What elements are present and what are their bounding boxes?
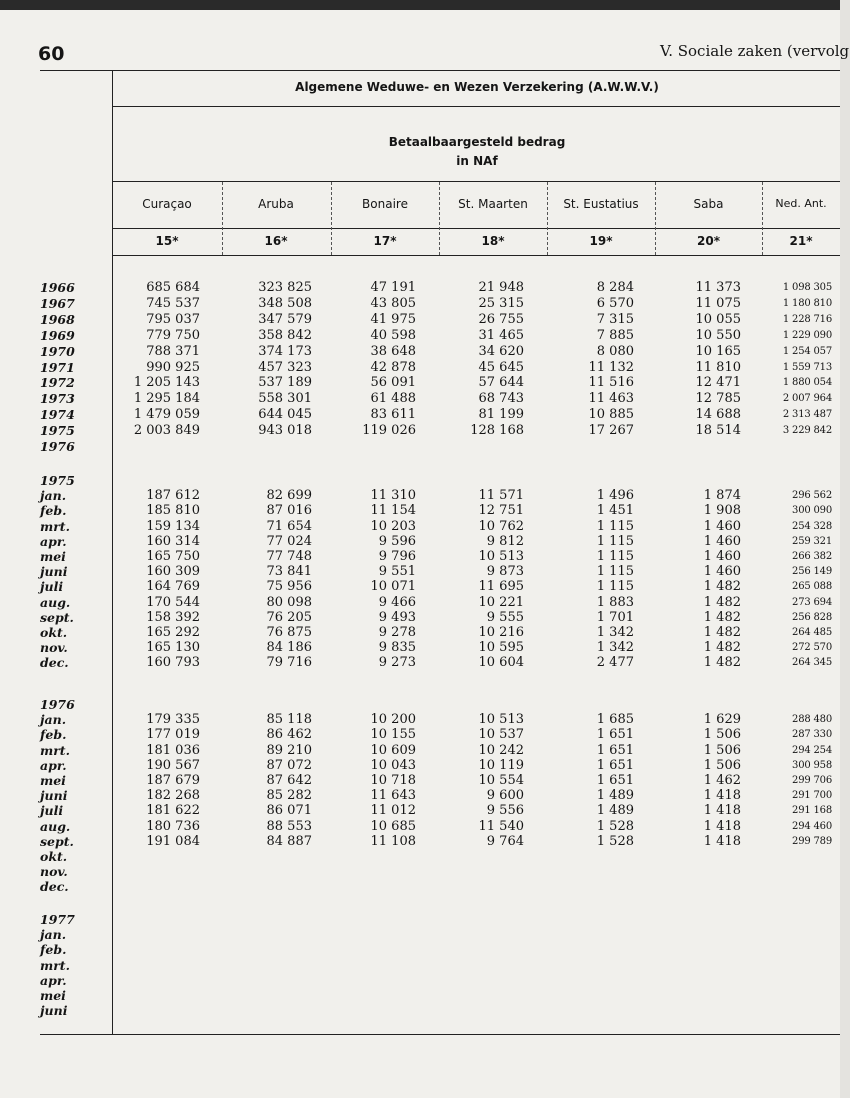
- table-cell: 10 762: [478, 518, 524, 534]
- table-cell: 9 555: [486, 609, 524, 625]
- table-cell: 45 645: [478, 359, 524, 375]
- column-number: 21*: [789, 234, 813, 248]
- table-cell: 1 115: [596, 564, 634, 580]
- table-cell: 1 462: [703, 773, 741, 788]
- row-label: mei: [40, 988, 66, 1003]
- row-label: juli: [40, 579, 64, 595]
- table-cell: 1 506: [703, 727, 741, 743]
- table-cell: 2 007 964: [782, 393, 832, 405]
- table-cell: 1 418: [703, 833, 741, 849]
- table-cell: 1 651: [596, 727, 634, 743]
- table-cell: 185 810: [146, 503, 200, 519]
- table-cell: 119 026: [362, 423, 416, 439]
- table-cell: 56 091: [370, 375, 416, 391]
- table-cell: 1 482: [703, 609, 741, 625]
- table-cell: 10 885: [588, 407, 634, 423]
- table-cell: 187 612: [146, 488, 200, 504]
- table-cell: 73 841: [266, 564, 312, 580]
- table-cell: 1 115: [596, 579, 634, 595]
- table-cell: 287 330: [792, 729, 832, 741]
- table-cell: 10 609: [370, 742, 416, 758]
- table-cell: 348 508: [258, 295, 312, 311]
- table-cell: 2 003 849: [133, 423, 200, 439]
- column-header-aruba: Aruba: [258, 197, 294, 211]
- table-cell: 10 537: [478, 727, 524, 743]
- table-cell: 1 701: [596, 609, 634, 625]
- table-cell: 1 180 810: [782, 297, 832, 309]
- table-subtitle: [112, 133, 842, 171]
- row-label: jan.: [40, 488, 67, 504]
- table-cell: 1 115: [596, 549, 634, 564]
- table-cell: 943 018: [258, 423, 312, 439]
- column-header-saba: Saba: [693, 197, 724, 211]
- table-cell: 9 764: [486, 833, 524, 849]
- table-cell: 256 149: [792, 566, 832, 578]
- table-cell: 11 516: [588, 375, 634, 391]
- table-cell: 644 045: [258, 407, 312, 423]
- table-cell: 34 620: [478, 343, 524, 359]
- table-cell: 990 925: [146, 359, 200, 375]
- row-label: aug.: [40, 594, 71, 610]
- table-cell: 9 466: [378, 594, 416, 610]
- row-label: nov.: [40, 864, 68, 880]
- table-cell: 75 956: [266, 579, 312, 595]
- table-cell: 1 115: [596, 533, 634, 549]
- table-cell: 190 567: [146, 757, 200, 773]
- table-cell: 9 873: [486, 564, 524, 580]
- table-cell: 259 321: [792, 535, 832, 547]
- table-cell: 57 644: [478, 375, 524, 391]
- table-cell: 1 880 054: [782, 377, 832, 389]
- table-cell: 11 108: [370, 833, 416, 849]
- table-cell: 9 278: [378, 625, 416, 640]
- table-cell: 1 496: [596, 488, 634, 504]
- table-cell: 347 579: [258, 311, 312, 327]
- table-cell: 9 812: [486, 533, 524, 549]
- row-label: nov.: [40, 640, 68, 656]
- row-label: mrt.: [40, 518, 70, 534]
- table-cell: 3 229 842: [782, 425, 832, 437]
- table-cell: 745 537: [146, 295, 200, 311]
- table-cell: 41 975: [370, 311, 416, 327]
- table-cell: 300 090: [792, 505, 832, 517]
- table-cell: 11 643: [370, 788, 416, 804]
- row-label: juni: [40, 788, 68, 804]
- table-cell: 177 019: [146, 727, 200, 743]
- table-cell: 10 718: [370, 773, 416, 788]
- table-cell: 83 611: [370, 407, 416, 423]
- table-cell: 6 570: [596, 295, 634, 311]
- table-cell: 1 874: [703, 488, 741, 504]
- row-label: 1973: [40, 391, 75, 407]
- table-cell: 182 268: [146, 788, 200, 804]
- table-cell: 1 254 057: [782, 345, 832, 357]
- table-cell: 9 493: [378, 609, 416, 625]
- table-cell: 779 750: [146, 327, 200, 343]
- table-cell: 1 460: [703, 533, 741, 549]
- table-cell: 457 323: [258, 359, 312, 375]
- row-label: mrt.: [40, 742, 70, 758]
- table-cell: 40 598: [370, 327, 416, 343]
- table-cell: 187 679: [146, 773, 200, 788]
- table-cell: 12 751: [478, 503, 524, 519]
- table-cell: 1 482: [703, 625, 741, 640]
- table-cell: 10 203: [370, 518, 416, 534]
- table-cell: 1 489: [596, 788, 634, 804]
- table-cell: 1 451: [596, 503, 634, 519]
- table-cell: 77 748: [266, 549, 312, 564]
- table-cell: 85 282: [266, 788, 312, 804]
- table-cell: 12 471: [695, 375, 741, 391]
- table-cell: 358 842: [258, 327, 312, 343]
- table-cell: 1 482: [703, 594, 741, 610]
- table-cell: 1 651: [596, 757, 634, 773]
- table-cell: 11 012: [370, 803, 416, 819]
- row-label: 1976: [40, 439, 75, 454]
- row-label: dec.: [40, 879, 69, 895]
- table-cell: 1 651: [596, 773, 634, 788]
- table-cell: 160 309: [146, 564, 200, 580]
- table-cell: 7 885: [596, 327, 634, 343]
- table-cell: 86 071: [266, 803, 312, 819]
- table-cell: 10 554: [478, 773, 524, 788]
- row-label: feb.: [40, 942, 67, 958]
- column-number-rule: [113, 255, 840, 256]
- table-cell: 299 789: [792, 835, 832, 847]
- title-rule: [113, 106, 840, 107]
- column-number: 18*: [481, 234, 505, 248]
- table-cell: 1 685: [596, 712, 634, 728]
- row-label: feb.: [40, 727, 67, 743]
- table-cell: 254 328: [792, 520, 832, 532]
- table-cell: 87 016: [266, 503, 312, 519]
- table-cell: 1 460: [703, 564, 741, 580]
- table-cell: 10 155: [370, 727, 416, 743]
- table-cell: 76 205: [266, 609, 312, 625]
- table-cell: 17 267: [588, 423, 634, 439]
- table-cell: 79 716: [266, 655, 312, 671]
- table-cell: 9 596: [378, 533, 416, 549]
- table-bottom-rule: [40, 1034, 840, 1035]
- row-label: mei: [40, 549, 66, 564]
- table-cell: 1 295 184: [133, 391, 200, 407]
- table-cell: 85 118: [266, 712, 312, 728]
- table-cell: 1 342: [596, 625, 634, 640]
- row-label: 1970: [40, 343, 75, 359]
- table-cell: 47 191: [370, 280, 416, 295]
- row-label: sept.: [40, 609, 74, 625]
- table-cell: 61 488: [370, 391, 416, 407]
- table-cell: 272 570: [792, 642, 832, 654]
- column-number: 16*: [264, 234, 288, 248]
- table-cell: 1 883: [596, 594, 634, 610]
- table-cell: 21 948: [478, 280, 524, 295]
- table-cell: 265 088: [792, 581, 832, 593]
- table-cell: 291 168: [792, 805, 832, 817]
- table-cell: 10 595: [478, 640, 524, 656]
- table-cell: 8 080: [596, 343, 634, 359]
- table-cell: 2 477: [596, 655, 634, 671]
- table-cell: 1 528: [596, 833, 634, 849]
- subtitle-line: Betaalbaargesteld bedrag: [388, 135, 566, 149]
- table-cell: 273 694: [792, 596, 832, 608]
- table-cell: 294 460: [792, 820, 832, 832]
- table-top-rule: [40, 70, 840, 71]
- column-header-st-maarten: St. Maarten: [458, 197, 528, 211]
- row-label: 1976: [40, 697, 75, 712]
- row-label: aug.: [40, 818, 71, 834]
- column-header-bonaire: Bonaire: [362, 197, 408, 211]
- column-header-curacao: Curaçao: [142, 197, 192, 211]
- table-cell: 558 301: [258, 391, 312, 407]
- row-label: apr.: [40, 757, 67, 773]
- column-number: 20*: [697, 234, 720, 248]
- row-label: mrt.: [40, 957, 70, 973]
- table-cell: 1 418: [703, 818, 741, 834]
- table-cell: 10 216: [478, 625, 524, 640]
- table-cell: 1 228 716: [782, 313, 832, 325]
- table-cell: 537 189: [258, 375, 312, 391]
- table-cell: 1 098 305: [782, 282, 832, 293]
- table-cell: 1 908: [703, 503, 741, 519]
- table-cell: 1 482: [703, 640, 741, 656]
- table-cell: 291 700: [792, 790, 832, 802]
- table-cell: 77 024: [266, 533, 312, 549]
- table-cell: 10 043: [370, 757, 416, 773]
- table-cell: 68 743: [478, 391, 524, 407]
- table-cell: 9 796: [378, 549, 416, 564]
- table-cell: 264 485: [792, 627, 832, 638]
- table-cell: 11 463: [588, 391, 634, 407]
- table-cell: 165 130: [146, 640, 200, 656]
- table-cell: 10 221: [478, 594, 524, 610]
- table-cell: 1 651: [596, 742, 634, 758]
- row-label: okt.: [40, 849, 68, 864]
- table-cell: 264 345: [792, 657, 832, 669]
- table-cell: 300 958: [792, 759, 832, 771]
- table-cell: 11 154: [370, 503, 416, 519]
- table-cell: 81 199: [478, 407, 524, 423]
- row-label: feb.: [40, 503, 67, 519]
- table-cell: 1 115: [596, 518, 634, 534]
- row-label: dec.: [40, 655, 69, 671]
- table-cell: 8 284: [596, 280, 634, 295]
- column-number: 15*: [155, 234, 179, 248]
- table-cell: 10 550: [695, 327, 741, 343]
- table-cell: 80 098: [266, 594, 312, 610]
- row-label: juni: [40, 564, 68, 580]
- row-label: 1971: [40, 359, 75, 375]
- table-cell: 9 835: [378, 640, 416, 656]
- table-cell: 11 695: [478, 579, 524, 595]
- table-cell: 256 828: [792, 611, 832, 623]
- row-label: 1975: [40, 423, 75, 439]
- table-cell: 11 373: [695, 280, 741, 295]
- row-label: 1977: [40, 912, 75, 927]
- table-cell: 1 229 090: [782, 329, 832, 341]
- table-cell: 1 460: [703, 518, 741, 534]
- subtitle-line: in NAf: [456, 154, 498, 168]
- table-cell: 160 793: [146, 655, 200, 671]
- table-cell: 12 785: [695, 391, 741, 407]
- table-cell: 18 514: [695, 423, 741, 439]
- row-label: 1967: [40, 295, 75, 311]
- column-header-st-eustatius: St. Eustatius: [563, 197, 639, 211]
- table-cell: 11 810: [695, 359, 741, 375]
- row-label: sept.: [40, 833, 74, 849]
- table-cell: 11 540: [478, 818, 524, 834]
- table-cell: 788 371: [146, 343, 200, 359]
- table-cell: 9 556: [486, 803, 524, 819]
- table-cell: 1 559 713: [782, 361, 832, 373]
- table-cell: 84 186: [266, 640, 312, 656]
- row-label: 1968: [40, 311, 75, 327]
- table-cell: 10 513: [478, 712, 524, 728]
- table-cell: 1 489: [596, 803, 634, 819]
- table-cell: 266 382: [792, 551, 832, 562]
- table-cell: 374 173: [258, 343, 312, 359]
- row-label: juni: [40, 1003, 68, 1019]
- table-cell: 294 254: [792, 744, 832, 756]
- table-cell: 11 132: [588, 359, 634, 375]
- table-cell: 164 769: [146, 579, 200, 595]
- row-label: 1975: [40, 473, 75, 488]
- table-cell: 84 887: [266, 833, 312, 849]
- table-cell: 795 037: [146, 311, 200, 327]
- table-cell: 128 168: [470, 423, 524, 439]
- row-label: 1974: [40, 407, 75, 423]
- table-cell: 31 465: [478, 327, 524, 343]
- table-cell: 288 480: [792, 714, 832, 726]
- table-cell: 10 071: [370, 579, 416, 595]
- row-label: apr.: [40, 972, 67, 988]
- table-cell: 10 055: [695, 311, 741, 327]
- column-header-ned-ant: Ned. Ant.: [775, 197, 827, 210]
- scan-top-border: [0, 0, 850, 10]
- table-cell: 1 506: [703, 757, 741, 773]
- table-cell: 1 418: [703, 803, 741, 819]
- table-title: Algemene Weduwe- en Wezen Verzekering (A.W.W.V.): [295, 80, 659, 94]
- table-cell: 9 273: [378, 655, 416, 671]
- table-cell: 296 562: [792, 490, 832, 502]
- table-cell: 87 072: [266, 757, 312, 773]
- table-cell: 191 084: [146, 833, 200, 849]
- table-cell: 10 685: [370, 818, 416, 834]
- table-cell: 88 553: [266, 818, 312, 834]
- table-cell: 2 313 487: [782, 409, 832, 421]
- table-cell: 10 604: [478, 655, 524, 671]
- table-cell: 181 036: [146, 742, 200, 758]
- table-cell: 10 200: [370, 712, 416, 728]
- table-cell: 87 642: [266, 773, 312, 788]
- table-cell: 299 706: [792, 775, 832, 786]
- table-cell: 25 315: [478, 295, 524, 311]
- table-cell: 160 314: [146, 533, 200, 549]
- table-cell: 10 119: [478, 757, 524, 773]
- row-label: okt.: [40, 625, 68, 640]
- table-cell: 158 392: [146, 609, 200, 625]
- table-cell: 323 825: [258, 280, 312, 295]
- table-cell: 1 460: [703, 549, 741, 564]
- table-cell: 10 513: [478, 549, 524, 564]
- running-head: V. Sociale zaken (vervolg: [660, 42, 850, 60]
- table-cell: 7 315: [596, 311, 634, 327]
- row-label: apr.: [40, 533, 67, 549]
- table-cell: 159 134: [146, 518, 200, 534]
- row-label: 1972: [40, 375, 75, 391]
- row-label: 1969: [40, 327, 75, 343]
- table-cell: 181 622: [146, 803, 200, 819]
- table-cell: 179 335: [146, 712, 200, 728]
- table-cell: 1 342: [596, 640, 634, 656]
- table-cell: 1 528: [596, 818, 634, 834]
- table-cell: 1 629: [703, 712, 741, 728]
- row-label: jan.: [40, 712, 67, 728]
- table-cell: 26 755: [478, 311, 524, 327]
- table-cell: 1 479 059: [133, 407, 200, 423]
- table-cell: 10 165: [695, 343, 741, 359]
- table-cell: 165 292: [146, 625, 200, 640]
- column-number: 17*: [373, 234, 397, 248]
- table-cell: 10 242: [478, 742, 524, 758]
- table-cell: 685 684: [146, 280, 200, 295]
- table-cell: 89 210: [266, 742, 312, 758]
- table-cell: 1 482: [703, 579, 741, 595]
- table-cell: 9 600: [486, 788, 524, 804]
- table-cell: 180 736: [146, 818, 200, 834]
- table-cell: 14 688: [695, 407, 741, 423]
- table-cell: 71 654: [266, 518, 312, 534]
- table-cell: 11 310: [370, 488, 416, 504]
- row-label: juli: [40, 803, 64, 819]
- table-cell: 43 805: [370, 295, 416, 311]
- row-label: mei: [40, 773, 66, 788]
- table-cell: 1 205 143: [133, 375, 200, 391]
- table-cell: 82 699: [266, 488, 312, 504]
- row-label: 1966: [40, 280, 75, 295]
- table-cell: 11 571: [478, 488, 524, 504]
- table-cell: 1 418: [703, 788, 741, 804]
- table-cell: 86 462: [266, 727, 312, 743]
- table-cell: 38 648: [370, 343, 416, 359]
- table-cell: 165 750: [146, 549, 200, 564]
- page-number: 60: [38, 43, 65, 65]
- table-cell: 11 075: [695, 295, 741, 311]
- row-label: jan.: [40, 927, 67, 943]
- table-cell: 42 878: [370, 359, 416, 375]
- table-cell: 1 482: [703, 655, 741, 671]
- table-cell: 9 551: [378, 564, 416, 580]
- table-cell: 76 875: [266, 625, 312, 640]
- table-cell: 170 544: [146, 594, 200, 610]
- column-number: 19*: [589, 234, 613, 248]
- table-cell: 1 506: [703, 742, 741, 758]
